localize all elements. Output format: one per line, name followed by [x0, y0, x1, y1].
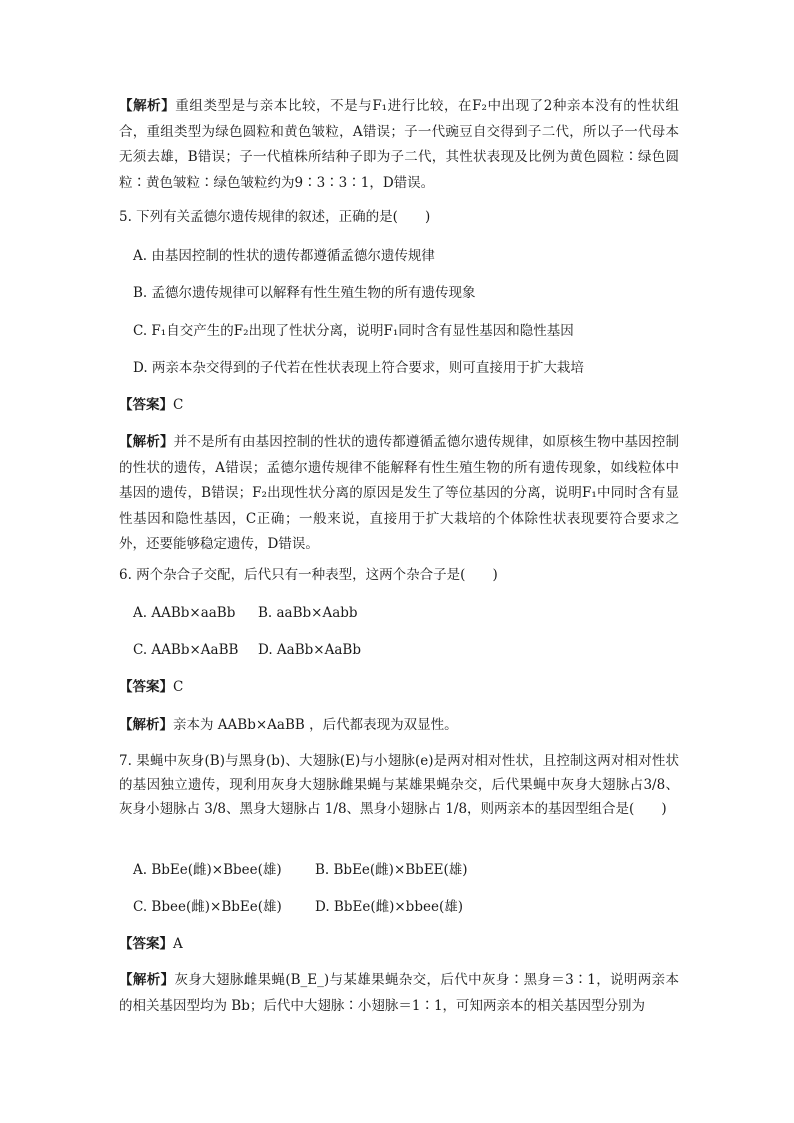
analysis-label: 【解析】 — [119, 98, 176, 114]
q6-option-d: D. AaBb×AaBb — [258, 642, 361, 658]
q5-option-b: B. 孟德尔遗传规律可以解释有性生殖生物的所有遗传现象 — [133, 285, 476, 301]
q6-analysis-text: 亲本为 AABb×AaBB ，后代都表现为双显性。 — [173, 717, 458, 733]
analysis-label: 【解析】 — [119, 434, 174, 450]
analysis-paragraph — [119, 94, 679, 196]
question-5-stem: 5. 下列有关孟德尔遗传规律的叙述，正确的是( ) — [119, 209, 431, 225]
q7-option-b: B. BbEe(雌)×BbEE(雄) — [315, 862, 468, 878]
q5-analysis-text: 并不是所有由基因控制的性状的遗传都遵循孟德尔遗传规律，如原核生物中基因控制的性状的遗传，A错误；孟德尔遗传规律不能解释有性生殖生物的所有遗传现象，如线粒体中基因的遗传，B错误；F₂出现性状分离的原因是发生了等位基因的分离，说明F₁中同时含有显性基因和隐性基因，C正确；一般来说，直接用于扩大栽培的个体除性状表现要符合要求之外，还要能够稳定遗传，D错误。 — [119, 434, 680, 552]
q5-option-d: D. 两亲本杂交得到的子代若在性状表现上符合要求，则可直接用于扩大栽培 — [133, 360, 584, 376]
analysis-label: 【解析】 — [119, 972, 175, 988]
q5-answer — [119, 395, 183, 415]
q6-analysis — [119, 715, 458, 735]
answer-label: 【答案】 — [119, 397, 173, 413]
q6-answer — [119, 677, 183, 697]
question-6-stem: 6. 两个杂合子交配，后代只有一种表型，这两个杂合子是( ) — [119, 567, 498, 583]
q7-answer-value: A — [173, 936, 183, 952]
q6-option-a: A. AABb×aaBb — [133, 605, 236, 621]
q5-answer-value: C — [173, 397, 184, 413]
q7-option-a: A. BbEe(雌)×Bbee(雄) — [133, 862, 282, 878]
answer-label: 【答案】 — [119, 679, 173, 695]
answer-label: 【答案】 — [119, 936, 173, 952]
analysis-text: 重组类型是与亲本比较，不是与F₁进行比较，在F₂中出现了2种亲本没有的性状组合，重组类型为绿色圆粒和黄色皱粒，A错误；子一代豌豆自交得到子二代，所以子一代母本无须去雄，B错误；子一代植株所结种子即为子二代，其性状表现及比例为黄色圆粒∶绿色圆粒∶黄色皱粒∶绿色皱粒约为9∶3∶3∶1，D错误。 — [119, 98, 679, 191]
analysis-label: 【解析】 — [119, 717, 173, 733]
q7-option-c: C. Bbee(雌)×BbEe(雄) — [133, 899, 282, 915]
q6-option-b: B. aaBb×Aabb — [258, 605, 358, 621]
q7-stem-text: 7. 果蝇中灰身(B)与黑身(b)、大翅脉(E)与小翅脉(e)是两对相对性状，且控制这两对相对性状的基因独立遗传，现利用灰身大翅脉雌果蝇与某雄果蝇杂交，后代果蝇中灰身大翅脉占3/8、灰身小翅脉占 3/8、黑身大翅脉占 1/8、黑身小翅脉占 1/8，则两亲本的基因型组合是( ) — [119, 753, 679, 817]
question-7-stem — [119, 749, 679, 821]
q6-answer-value: C — [173, 679, 184, 695]
q7-option-d: D. BbEe(雌)×bbee(雄) — [315, 899, 463, 915]
q7-analysis — [119, 968, 679, 1019]
q6-option-c: C. AABb×AaBB — [133, 642, 239, 658]
q5-option-c: C. F₁自交产生的F₂出现了性状分离，说明F₁同时含有显性基因和隐性基因 — [133, 323, 574, 339]
q7-analysis-text: 灰身大翅脉雌果蝇(B_E_)与某雄果蝇杂交，后代中灰身∶黑身＝3∶1，说明两亲本的相关基因型均为 Bb；后代中大翅脉∶小翅脉＝1∶1，可知两亲本的相关基因型分别为 — [119, 972, 679, 1014]
q5-analysis — [119, 430, 679, 558]
q7-answer — [119, 934, 183, 954]
q5-option-a: A. 由基因控制的性状的遗传都遵循孟德尔遗传规律 — [133, 248, 435, 264]
